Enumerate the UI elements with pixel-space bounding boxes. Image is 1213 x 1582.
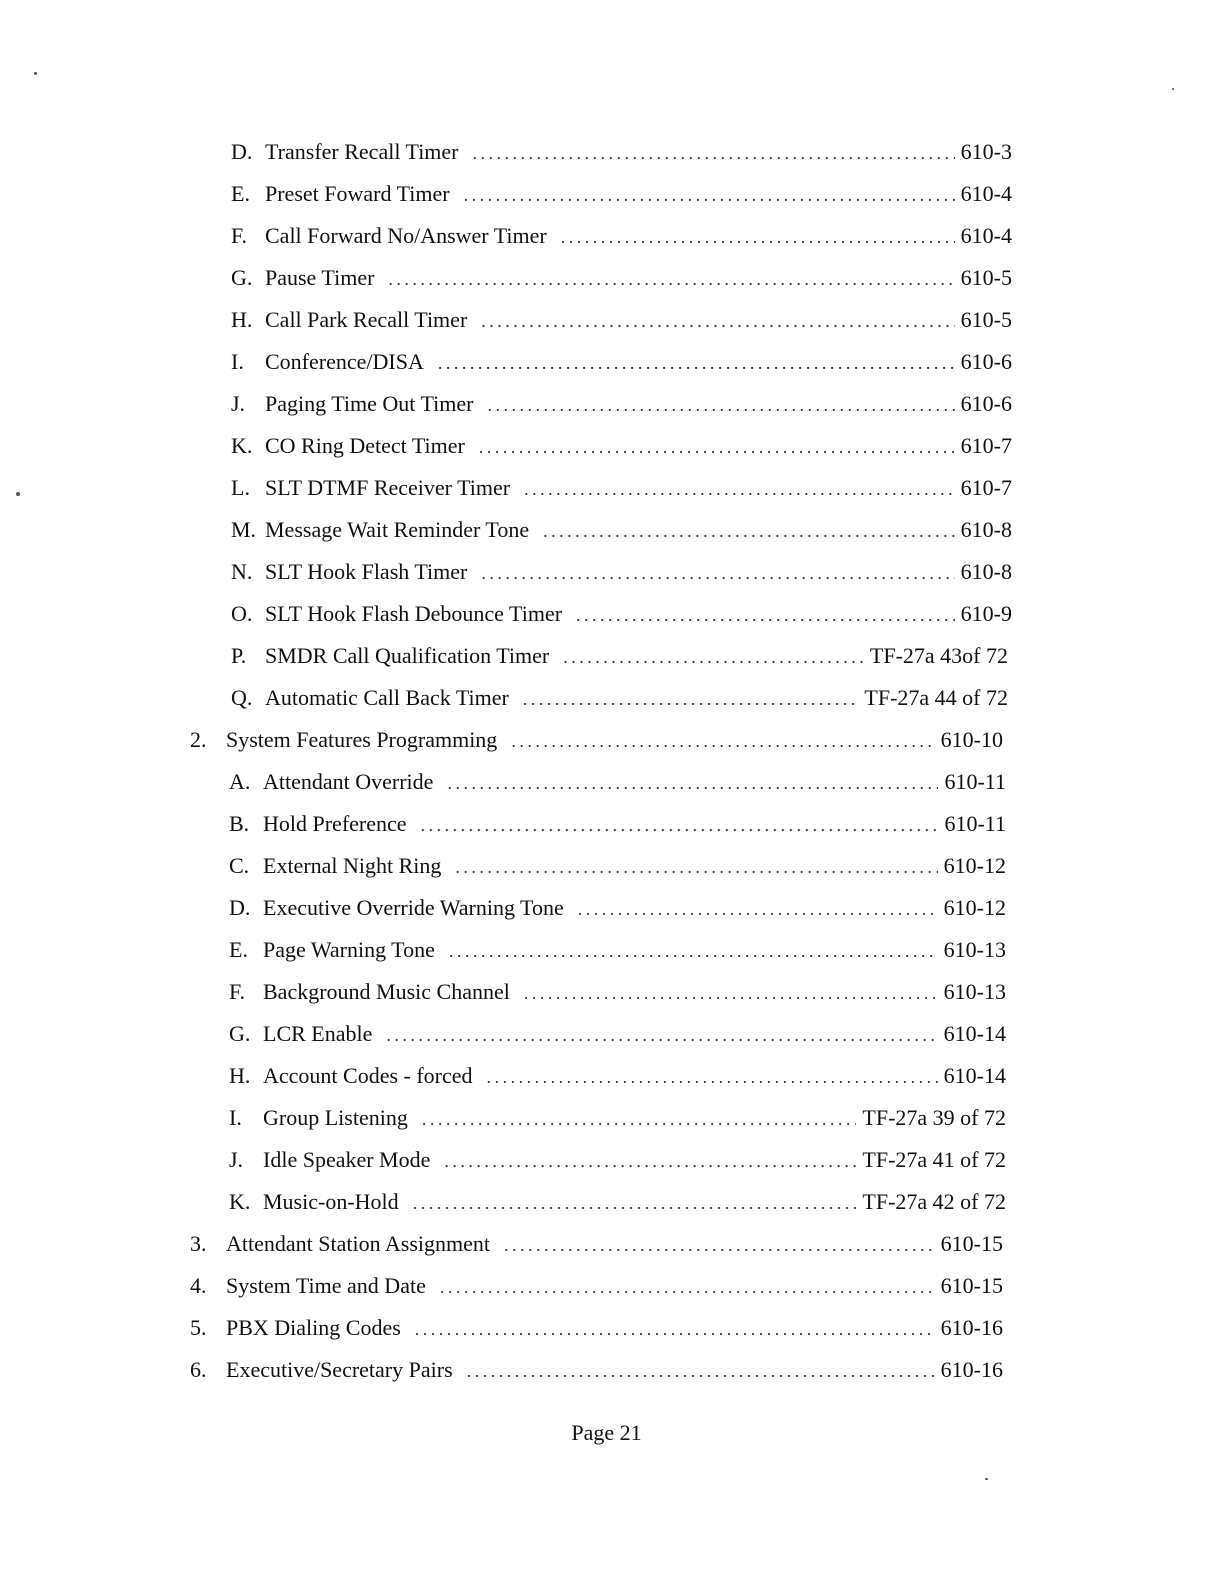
toc-entry-marker: K.	[231, 433, 253, 458]
dot-leader	[444, 1140, 856, 1182]
toc-entry	[231, 593, 1012, 635]
toc-entry-page: 610-13	[943, 937, 1006, 962]
toc-entry-marker: L.	[231, 475, 250, 500]
toc-entry-title: SMDR Call Qualification Timer	[265, 643, 550, 668]
dot-leader	[438, 342, 955, 384]
dot-leader	[481, 300, 954, 342]
toc-entry-marker: G.	[231, 265, 253, 290]
toc-entry-page: 610-6	[960, 391, 1012, 416]
dot-leader	[481, 552, 954, 594]
toc-entry-page: 610-12	[943, 895, 1006, 920]
dot-leader	[524, 468, 955, 510]
toc-entry-marker: J.	[231, 391, 246, 416]
toc-entry-page: 610-14	[943, 1063, 1006, 1088]
toc-entry-page: TF-27a 44 of 72	[864, 685, 1008, 710]
dot-leader	[415, 1308, 935, 1350]
scan-speck	[1172, 88, 1174, 90]
toc-entry	[231, 257, 1012, 299]
toc-entry	[229, 971, 1006, 1013]
toc-entry-page: 610-9	[960, 601, 1012, 626]
dot-leader	[421, 804, 939, 846]
toc-entry-title: Account Codes - forced	[263, 1063, 473, 1088]
toc-section	[190, 1265, 1003, 1307]
toc-entry-marker: D.	[231, 139, 253, 164]
toc-entry-title: LCR Enable	[263, 1021, 373, 1046]
toc-entry	[231, 173, 1012, 215]
dot-leader	[578, 888, 938, 930]
toc-entry-title: Transfer Recall Timer	[265, 139, 459, 164]
toc-entry-marker: F.	[229, 979, 245, 1004]
toc-entry-title: Music-on-Hold	[263, 1189, 399, 1214]
toc-section	[190, 1349, 1003, 1391]
toc-entry	[229, 803, 1006, 845]
toc-entry	[231, 677, 1008, 719]
toc-entry-marker: N.	[231, 559, 253, 584]
toc-entry-page: TF-27a 42 of 72	[862, 1189, 1006, 1214]
toc-entry-page: TF-27a 39 of 72	[862, 1105, 1006, 1130]
toc-entry-marker: P.	[231, 643, 247, 668]
toc-entry-marker: E.	[231, 181, 250, 206]
toc-entry-title: PBX Dialing Codes	[226, 1315, 401, 1340]
toc-entry-page: TF-27a 41 of 72	[862, 1147, 1006, 1172]
toc-entry-page: 610-15	[940, 1273, 1003, 1298]
toc-entry	[229, 1181, 1006, 1223]
table-of-contents	[0, 131, 1213, 1391]
toc-entry-page: 610-7	[960, 433, 1012, 458]
toc-entry-title: Executive Override Warning Tone	[263, 895, 564, 920]
dot-leader	[479, 426, 955, 468]
toc-entry-marker: M.	[231, 517, 257, 542]
toc-entry	[231, 467, 1012, 509]
toc-entry-page: 610-12	[943, 853, 1006, 878]
dot-leader	[449, 930, 938, 972]
toc-section	[190, 719, 1003, 761]
toc-entry-title: Conference/DISA	[265, 349, 424, 374]
toc-entry-title: External Night Ring	[263, 853, 442, 878]
toc-entry-title: Executive/Secretary Pairs	[226, 1357, 453, 1382]
toc-section	[190, 1223, 1003, 1265]
toc-entry	[231, 635, 1008, 677]
toc-entry-page: 610-5	[960, 265, 1012, 290]
toc-entry-page: 610-4	[960, 181, 1012, 206]
toc-entry-page: 610-3	[960, 139, 1012, 164]
dot-leader	[447, 762, 938, 804]
toc-entry	[231, 425, 1012, 467]
toc-entry	[231, 551, 1012, 593]
toc-entry	[229, 1139, 1006, 1181]
toc-entry-title: Call Park Recall Timer	[265, 307, 468, 332]
toc-entry-page: 610-13	[943, 979, 1006, 1004]
dot-leader	[524, 972, 938, 1014]
toc-entry-marker: G.	[229, 1021, 251, 1046]
toc-entry-marker: 3.	[190, 1231, 207, 1256]
toc-entry-marker: 5.	[190, 1315, 207, 1340]
toc-entry	[231, 299, 1012, 341]
toc-entry-marker: 4.	[190, 1273, 207, 1298]
toc-entry-marker: 2.	[190, 727, 207, 752]
toc-entry-title: SLT DTMF Receiver Timer	[265, 475, 511, 500]
toc-entry	[231, 383, 1012, 425]
dot-leader	[523, 678, 859, 720]
toc-entry-title: Attendant Override	[263, 769, 434, 794]
dot-leader	[511, 720, 934, 762]
toc-entry-page: 610-8	[960, 517, 1012, 542]
dot-leader	[388, 258, 954, 300]
toc-entry-marker: E.	[229, 937, 248, 962]
toc-entry-marker: H.	[229, 1063, 251, 1088]
toc-entry-page: 610-6	[960, 349, 1012, 374]
dot-leader	[464, 174, 955, 216]
toc-entry-page: 610-7	[960, 475, 1012, 500]
toc-entry-title: SLT Hook Flash Debounce Timer	[265, 601, 563, 626]
toc-entry-marker: H.	[231, 307, 253, 332]
dot-leader	[504, 1224, 935, 1266]
dot-leader	[576, 594, 955, 636]
dot-leader	[487, 1056, 938, 1098]
toc-entry-marker: J.	[229, 1147, 244, 1172]
toc-entry-title: Paging Time Out Timer	[265, 391, 474, 416]
toc-entry-title: System Time and Date	[226, 1273, 426, 1298]
toc-entry-marker: I.	[229, 1105, 242, 1130]
dot-leader	[455, 846, 937, 888]
toc-entry-title: Background Music Channel	[263, 979, 510, 1004]
toc-entry-marker: I.	[231, 349, 244, 374]
toc-entry	[229, 929, 1006, 971]
toc-entry	[229, 761, 1006, 803]
toc-entry-title: Preset Foward Timer	[265, 181, 450, 206]
dot-leader	[543, 510, 955, 552]
dot-leader	[467, 1350, 935, 1392]
toc-entry-title: Message Wait Reminder Tone	[265, 517, 530, 542]
toc-section	[190, 1307, 1003, 1349]
toc-entry-page: 610-16	[940, 1315, 1003, 1340]
toc-entry-title: SLT Hook Flash Timer	[265, 559, 468, 584]
toc-entry-title: System Features Programming	[226, 727, 498, 752]
dot-leader	[386, 1014, 937, 1056]
toc-entry-page: 610-11	[944, 811, 1006, 836]
toc-entry-page: 610-10	[940, 727, 1003, 752]
toc-entry-title: Attendant Station Assignment	[226, 1231, 490, 1256]
scan-speck	[985, 1478, 988, 1480]
toc-entry-page: 610-11	[944, 769, 1006, 794]
toc-entry-marker: D.	[229, 895, 251, 920]
toc-entry-marker: F.	[231, 223, 247, 248]
toc-entry-title: Group Listening	[263, 1105, 408, 1130]
toc-entry-marker: C.	[229, 853, 250, 878]
toc-entry-marker: K.	[229, 1189, 251, 1214]
toc-entry-page: 610-5	[960, 307, 1012, 332]
toc-entry-title: Idle Speaker Mode	[263, 1147, 431, 1172]
toc-entry-page: 610-16	[940, 1357, 1003, 1382]
toc-entry-title: Hold Preference	[263, 811, 407, 836]
dot-leader	[561, 216, 955, 258]
toc-entry	[231, 341, 1012, 383]
dot-leader	[413, 1182, 857, 1224]
toc-entry-title: Automatic Call Back Timer	[265, 685, 509, 710]
dot-leader	[473, 132, 955, 174]
toc-entry-marker: Q.	[231, 685, 253, 710]
toc-entry	[229, 1097, 1006, 1139]
toc-entry-marker: B.	[229, 811, 250, 836]
scan-speck	[34, 72, 37, 75]
toc-entry-title: CO Ring Detect Timer	[265, 433, 465, 458]
toc-entry	[231, 509, 1012, 551]
toc-entry	[229, 887, 1006, 929]
scan-speck	[16, 492, 20, 496]
toc-entry	[229, 1055, 1006, 1097]
toc-entry	[231, 131, 1012, 173]
toc-entry-title: Pause Timer	[265, 265, 375, 290]
toc-entry-marker: 6.	[190, 1357, 207, 1382]
toc-entry-page: 610-15	[940, 1231, 1003, 1256]
dot-leader	[563, 636, 864, 678]
toc-entry	[229, 1013, 1006, 1055]
toc-entry-title: Call Forward No/Answer Timer	[265, 223, 547, 248]
toc-entry-marker: A.	[229, 769, 251, 794]
toc-entry-page: TF-27a 43of 72	[869, 643, 1008, 668]
toc-entry	[229, 845, 1006, 887]
toc-entry	[231, 215, 1012, 257]
dot-leader	[487, 384, 954, 426]
toc-entry-page: 610-14	[943, 1021, 1006, 1046]
page-number: Page 21	[571, 1420, 642, 1445]
dot-leader	[440, 1266, 935, 1308]
toc-entry-page: 610-8	[960, 559, 1012, 584]
dot-leader	[422, 1098, 857, 1140]
toc-entry-title: Page Warning Tone	[263, 937, 435, 962]
toc-entry-page: 610-4	[960, 223, 1012, 248]
toc-entry-marker: O.	[231, 601, 253, 626]
